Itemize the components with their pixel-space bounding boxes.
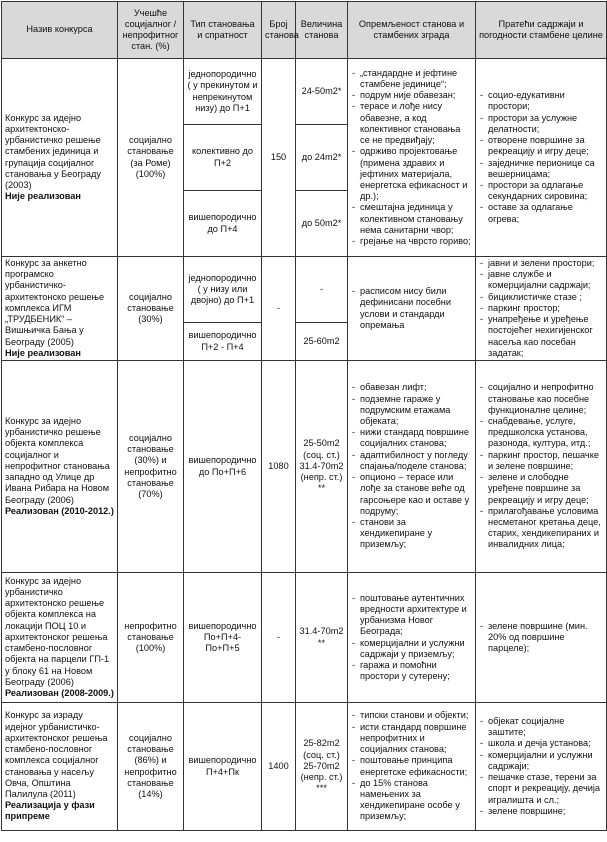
housing-type-cell: колективно до П+2 <box>184 125 262 191</box>
list-item: - станови за хендикепиране у приземљу; <box>360 517 472 551</box>
equipment-list <box>351 710 472 822</box>
table-row <box>2 361 607 573</box>
header-facilities: Пратећи садржаји и погодности стамбене целине <box>476 2 607 59</box>
list-item: - простори за одлагање секундарних сировина; <box>488 180 603 202</box>
list-item: - типски станови и објекти; <box>360 710 472 721</box>
competition-name-cell <box>2 573 118 703</box>
equipment-cell <box>348 361 476 573</box>
competition-status: Није реализован <box>5 191 81 202</box>
list-item: - подземне гараже у подрумским етажама објеката; <box>360 394 472 428</box>
unit-count-cell: - <box>262 573 296 703</box>
list-item: - школа и дечја установа; <box>488 738 603 749</box>
list-item: - оставе за одлагање огрева; <box>488 202 603 224</box>
facilities-cell <box>476 59 607 257</box>
list-item: - грејање на чврсто гориво; <box>360 236 472 247</box>
list-item: - објекат социјалне заштите; <box>488 716 603 738</box>
unit-size-cell: до 24m2* <box>296 125 348 191</box>
housing-type-cell: једнопородично ( у низу или двојно) до П+1 <box>184 257 262 323</box>
table-row <box>2 59 607 125</box>
unit-size-cell: 31.4-70m2 ** <box>296 573 348 703</box>
list-item: - зелене и слободне уређене површине за рекреацију и игру деце; <box>488 472 603 506</box>
list-item: - паркинг простор; <box>488 303 603 314</box>
list-item: - простори за услужне делатности; <box>488 113 603 135</box>
list-item: - снабдевање, услуге, предшколска установа, разонода, култура, итд.; <box>488 416 603 450</box>
equipment-cell <box>348 59 476 257</box>
share-cell: социјално становање (30%) <box>118 257 184 361</box>
housing-type-cell: вишепородично П+2 - П+4 <box>184 323 262 361</box>
unit-count-cell: 1080 <box>262 361 296 573</box>
competition-name-cell <box>2 703 118 831</box>
unit-size-cell: 25-50m2 (соц. ст.) 31.4-70m2 (непр. ст.) ** <box>296 361 348 573</box>
facilities-list <box>479 382 603 550</box>
header-equipment: Опремљеност станова и стамбених зграда <box>348 2 476 59</box>
equipment-list <box>351 68 472 248</box>
list-item: - бициклистичке стазе ; <box>488 292 603 303</box>
housing-type-cell: вишепородично до П+4 <box>184 191 262 257</box>
list-item: - терасе и лође нису обавезне, а код колективног становања се не предвиђају; <box>360 101 472 146</box>
equipment-list <box>351 593 472 683</box>
list-item: - до 15% станова намењених за хендикепиране особе у приземљу; <box>360 778 472 823</box>
list-item: - зелене површине; <box>488 806 603 817</box>
housing-type-cell: једнопородично ( у прекинутом и непрекинутом низу) до П+1 <box>184 59 262 125</box>
unit-size-cell: до 50m2* <box>296 191 348 257</box>
unit-size-cell: 25-60m2 <box>296 323 348 361</box>
list-item: - паркинг простор, пешачке и зелене површине; <box>488 450 603 472</box>
housing-type-cell: вишепородично П+4+Пк <box>184 703 262 831</box>
equipment-cell <box>348 257 476 361</box>
competition-name-cell <box>2 59 118 257</box>
list-item: - пешачке стазе, терени за спорт и рекреацију, дечија игралишта и сл.; <box>488 772 603 806</box>
header-row <box>2 2 607 59</box>
competition-status: Реализација у фази припреме <box>5 800 95 822</box>
list-item: - комерцијални и услужни садржаји у приземљу; <box>360 638 472 660</box>
competition-name-cell <box>2 257 118 361</box>
list-item: - јавни и зелени простори; <box>488 258 603 269</box>
competition-name: Конкурс за анкетно програмско урбанистичко-архитектонско решење комплекса ИГМ „ТРУДБЕНИК“ – Вишњичка Бања у Београду (2005) <box>5 258 105 347</box>
list-item: - јавне службе и комерцијални садржаји; <box>488 269 603 291</box>
header-name: Назив конкурса <box>2 2 118 59</box>
competition-status: Реализован (2008-2009.) <box>5 687 114 698</box>
unit-size-cell: 24-50m2* <box>296 59 348 125</box>
header-size: Величина станова <box>296 2 348 59</box>
facilities-cell <box>476 703 607 831</box>
competition-name: Конкурс за израду идејног урбанистичко-архитектонског решења стамбено-пословног комплекса социјалног становања у насељу Овча, Општина Палилула (2011) <box>5 710 108 799</box>
facilities-cell <box>476 361 607 573</box>
header-type: Тип становања и спратност <box>184 2 262 59</box>
equipment-cell <box>348 703 476 831</box>
share-cell: социјално становање (за Роме) (100%) <box>118 59 184 257</box>
facilities-cell <box>476 573 607 703</box>
competition-name: Конкурс за идејно урбанистичко решење објекта комплекса социјалног и непрофитног становања западно од Улице др Ивана Рибара на Новом Београду (2006) <box>5 416 110 505</box>
unit-size-cell: 25-82m2 (соц. ст.) 25-70m2 (непр. ст.) *** <box>296 703 348 831</box>
list-item: - гаража и помоћни простори у сутерену; <box>360 660 472 682</box>
list-item: - адаптибилност у погледу спајања/поделе станова; <box>360 450 472 472</box>
list-item: - обавезан лифт; <box>360 382 472 393</box>
list-item: - унапређење и уређење постојећег нехигијенског насеља као посебан задатак; <box>488 314 603 359</box>
unit-count-cell: 150 <box>262 59 296 257</box>
list-item: - поштовање аутентичних вредности архитектуре и урбанизма Новог Београда; <box>360 593 472 638</box>
competition-status: Није реализован <box>5 347 81 358</box>
list-item: - заједничке перионице са вешерницама; <box>488 158 603 180</box>
list-item: - социјално и непрофитно становање као посебне функционалне целине; <box>488 382 603 416</box>
share-cell: непрофитно становање (100%) <box>118 573 184 703</box>
facilities-list <box>479 716 603 817</box>
housing-type-cell: вишепородично до По+П+6 <box>184 361 262 573</box>
unit-size-cell: - <box>296 257 348 323</box>
share-cell: социјално становање (86%) и непрофитно становање (14%) <box>118 703 184 831</box>
list-item: - исти стандард површине непрофитних и социјалних станова; <box>360 722 472 756</box>
competition-name: Конкурс за идејно архитектонско-урбанистичко решење стамбених јединица и групација социјалног становања у Београду (2003) <box>5 112 101 190</box>
equipment-list <box>351 382 472 550</box>
competition-name: Конкурс за идејно урбанистичко архитектонско решење објекта комплекса на локацији ПОЦ 10 и архитектонског решења стамбено-пословног објекта на парцели ГП-1 у блоку 61 на Новом Београду (2006) <box>5 575 110 687</box>
list-item: - зелене површине (мин. 20% од површине парцеле); <box>488 621 603 655</box>
facilities-cell <box>476 257 607 361</box>
facilities-list <box>479 90 603 225</box>
list-item: - прилагођавање условима несметаног кретања деце, старих, хендикепираних и инвалидних лица; <box>488 506 603 551</box>
table-row <box>2 257 607 323</box>
list-item: - „стандардне и јефтине стамбене јединице“; <box>360 68 472 90</box>
header-count: Број станова <box>262 2 296 59</box>
list-item: - расписом нису били дефинисани посебни услови и стандарди опремања <box>360 286 472 331</box>
facilities-list <box>479 621 603 655</box>
unit-count-cell: 1400 <box>262 703 296 831</box>
list-item: - поштовање принципа енергетске ефикасности; <box>360 755 472 777</box>
list-item: - подрум није обавезан; <box>360 90 472 101</box>
list-item: - смештајна јединица у колективном становању нема санитарни чвор; <box>360 202 472 236</box>
list-item: - комерцијални и услужни садржаји; <box>488 750 603 772</box>
list-item: - отворене површине за рекреацију и игру деце; <box>488 135 603 157</box>
list-item: - социо-едукативни простори; <box>488 90 603 112</box>
list-item: - нижи стандард површине социјалних станова; <box>360 427 472 449</box>
table-row <box>2 573 607 703</box>
competitions-table <box>1 1 607 831</box>
equipment-list <box>351 286 472 331</box>
header-share: Учешће социјалног / непрофитног стан. (%) <box>118 2 184 59</box>
unit-count-cell: - <box>262 257 296 361</box>
table-row <box>2 703 607 831</box>
competition-name-cell <box>2 361 118 573</box>
share-cell: социјално становање (30%) и непрофитно становање (70%) <box>118 361 184 573</box>
document-page <box>1 1 606 840</box>
list-item: - опционо – терасе или лође за станове веће од гарсоњере као и оставе у подруму; <box>360 472 472 517</box>
list-item: - одрживо пројектовање (примена здравих и јефтиних материјала, енергетска ефикасност и др.); <box>360 146 472 202</box>
facilities-list <box>479 258 603 359</box>
housing-type-cell: вишепородично По+П+4- По+П+5 <box>184 573 262 703</box>
equipment-cell <box>348 573 476 703</box>
competition-status: Реализован (2010-2012.) <box>5 505 114 516</box>
